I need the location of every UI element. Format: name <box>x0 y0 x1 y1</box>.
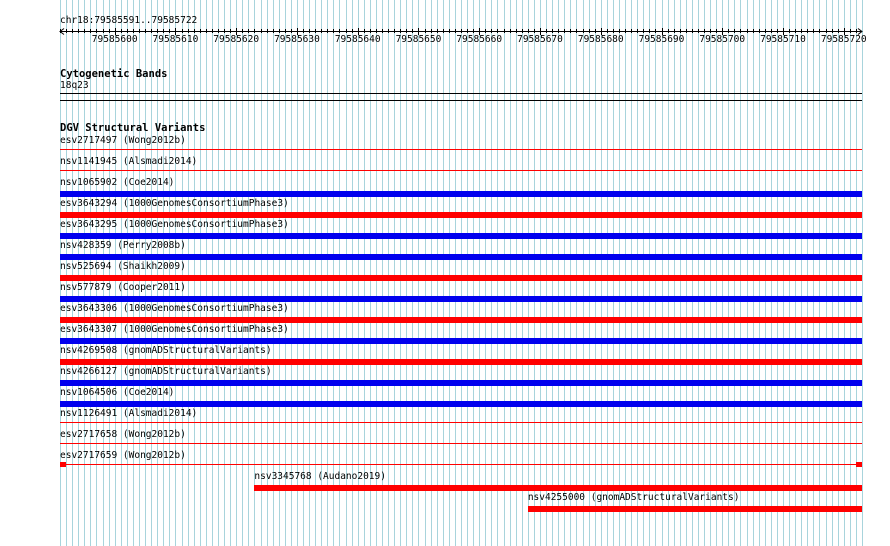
dgv-feature-bar[interactable] <box>60 359 862 365</box>
ruler-tick-label: 79585660 <box>456 34 503 45</box>
dgv-feature-right-cap[interactable] <box>856 462 862 467</box>
dgv-feature-bar[interactable] <box>60 191 862 197</box>
dgv-feature-label: nsv4266127 (gnomADStructuralVariants) <box>60 366 272 377</box>
dgv-feature-bar[interactable] <box>60 170 862 171</box>
ruler-tick-label: 79585690 <box>638 34 685 45</box>
dgv-feature-label: nsv577879 (Cooper2011) <box>60 282 186 293</box>
dgv-feature-bar[interactable] <box>60 338 862 344</box>
ruler-tick-label: 79585610 <box>152 34 199 45</box>
ruler-tick-label: 79585720 <box>820 34 867 45</box>
ruler-tick-label: 79585700 <box>699 34 746 45</box>
dgv-feature-bar[interactable] <box>60 233 862 239</box>
dgv-feature-label: esv2717658 (Wong2012b) <box>60 429 186 440</box>
ruler-tick-label: 79585600 <box>91 34 138 45</box>
dgv-feature-bar[interactable] <box>60 464 862 465</box>
location-label: chr18:79585591..79585722 <box>60 15 198 26</box>
dgv-feature-label: esv3643307 (1000GenomesConsortiumPhase3) <box>60 324 289 335</box>
dgv-feature-label: nsv525694 (Shaikh2009) <box>60 261 186 272</box>
dgv-feature-bar[interactable] <box>254 485 862 491</box>
dgv-feature-label: nsv1065902 (Coe2014) <box>60 177 175 188</box>
cytoband-track-title: Cytogenetic Bands <box>60 68 168 80</box>
dgv-feature-bar[interactable] <box>60 212 862 218</box>
ruler-tick-label: 79585630 <box>274 34 320 45</box>
dgv-feature-label: nsv4269508 (gnomADStructuralVariants) <box>60 345 272 356</box>
ruler-tick-label: 79585650 <box>395 34 442 45</box>
dgv-feature-label: nsv3345768 (Audano2019) <box>254 471 386 482</box>
dgv-feature-label: nsv4255000 (gnomADStructuralVariants) <box>527 492 740 503</box>
dgv-feature-label: esv3643294 (1000GenomesConsortiumPhase3) <box>60 198 289 209</box>
dgv-feature-label: esv3643306 (1000GenomesConsortiumPhase3) <box>60 303 289 314</box>
dgv-feature-bar[interactable] <box>60 380 862 386</box>
dgv-feature-bar[interactable] <box>60 149 862 150</box>
dgv-feature-bar[interactable] <box>528 506 862 512</box>
dgv-feature-bar[interactable] <box>60 296 862 302</box>
dgv-feature-bar[interactable] <box>60 401 862 407</box>
dgv-feature-label: esv3643295 (1000GenomesConsortiumPhase3) <box>60 219 289 230</box>
dgv-feature-bar[interactable] <box>60 422 862 423</box>
dgv-feature-left-cap[interactable] <box>60 462 66 467</box>
dgv-feature-label: nsv1141945 (Alsmadi2014) <box>60 156 198 167</box>
dgv-feature-label: esv2717497 (Wong2012b) <box>60 135 186 146</box>
ruler-tick-label: 79585670 <box>517 34 563 45</box>
dgv-feature-label: nsv428359 (Perry2008b) <box>60 240 186 251</box>
dgv-track-title: DGV Structural Variants <box>60 122 206 134</box>
ruler-tick-label: 79585640 <box>334 34 381 45</box>
cytoband-label[interactable]: 18q23 <box>60 80 89 91</box>
ruler-tick-label: 79585620 <box>213 34 260 45</box>
dgv-feature-bar[interactable] <box>60 254 862 260</box>
dgv-feature-bar[interactable] <box>60 443 862 444</box>
ruler-tick-label: 79585680 <box>577 34 624 45</box>
dgv-feature-label: nsv1126491 (Alsmadi2014) <box>60 408 198 419</box>
dgv-feature-bar[interactable] <box>60 275 862 281</box>
dgv-feature-bar[interactable] <box>60 317 862 323</box>
dgv-feature-label: esv2717659 (Wong2012b) <box>60 450 186 461</box>
ruler-tick-label: 79585710 <box>760 34 806 45</box>
dgv-feature-label: nsv1064506 (Coe2014) <box>60 387 175 398</box>
